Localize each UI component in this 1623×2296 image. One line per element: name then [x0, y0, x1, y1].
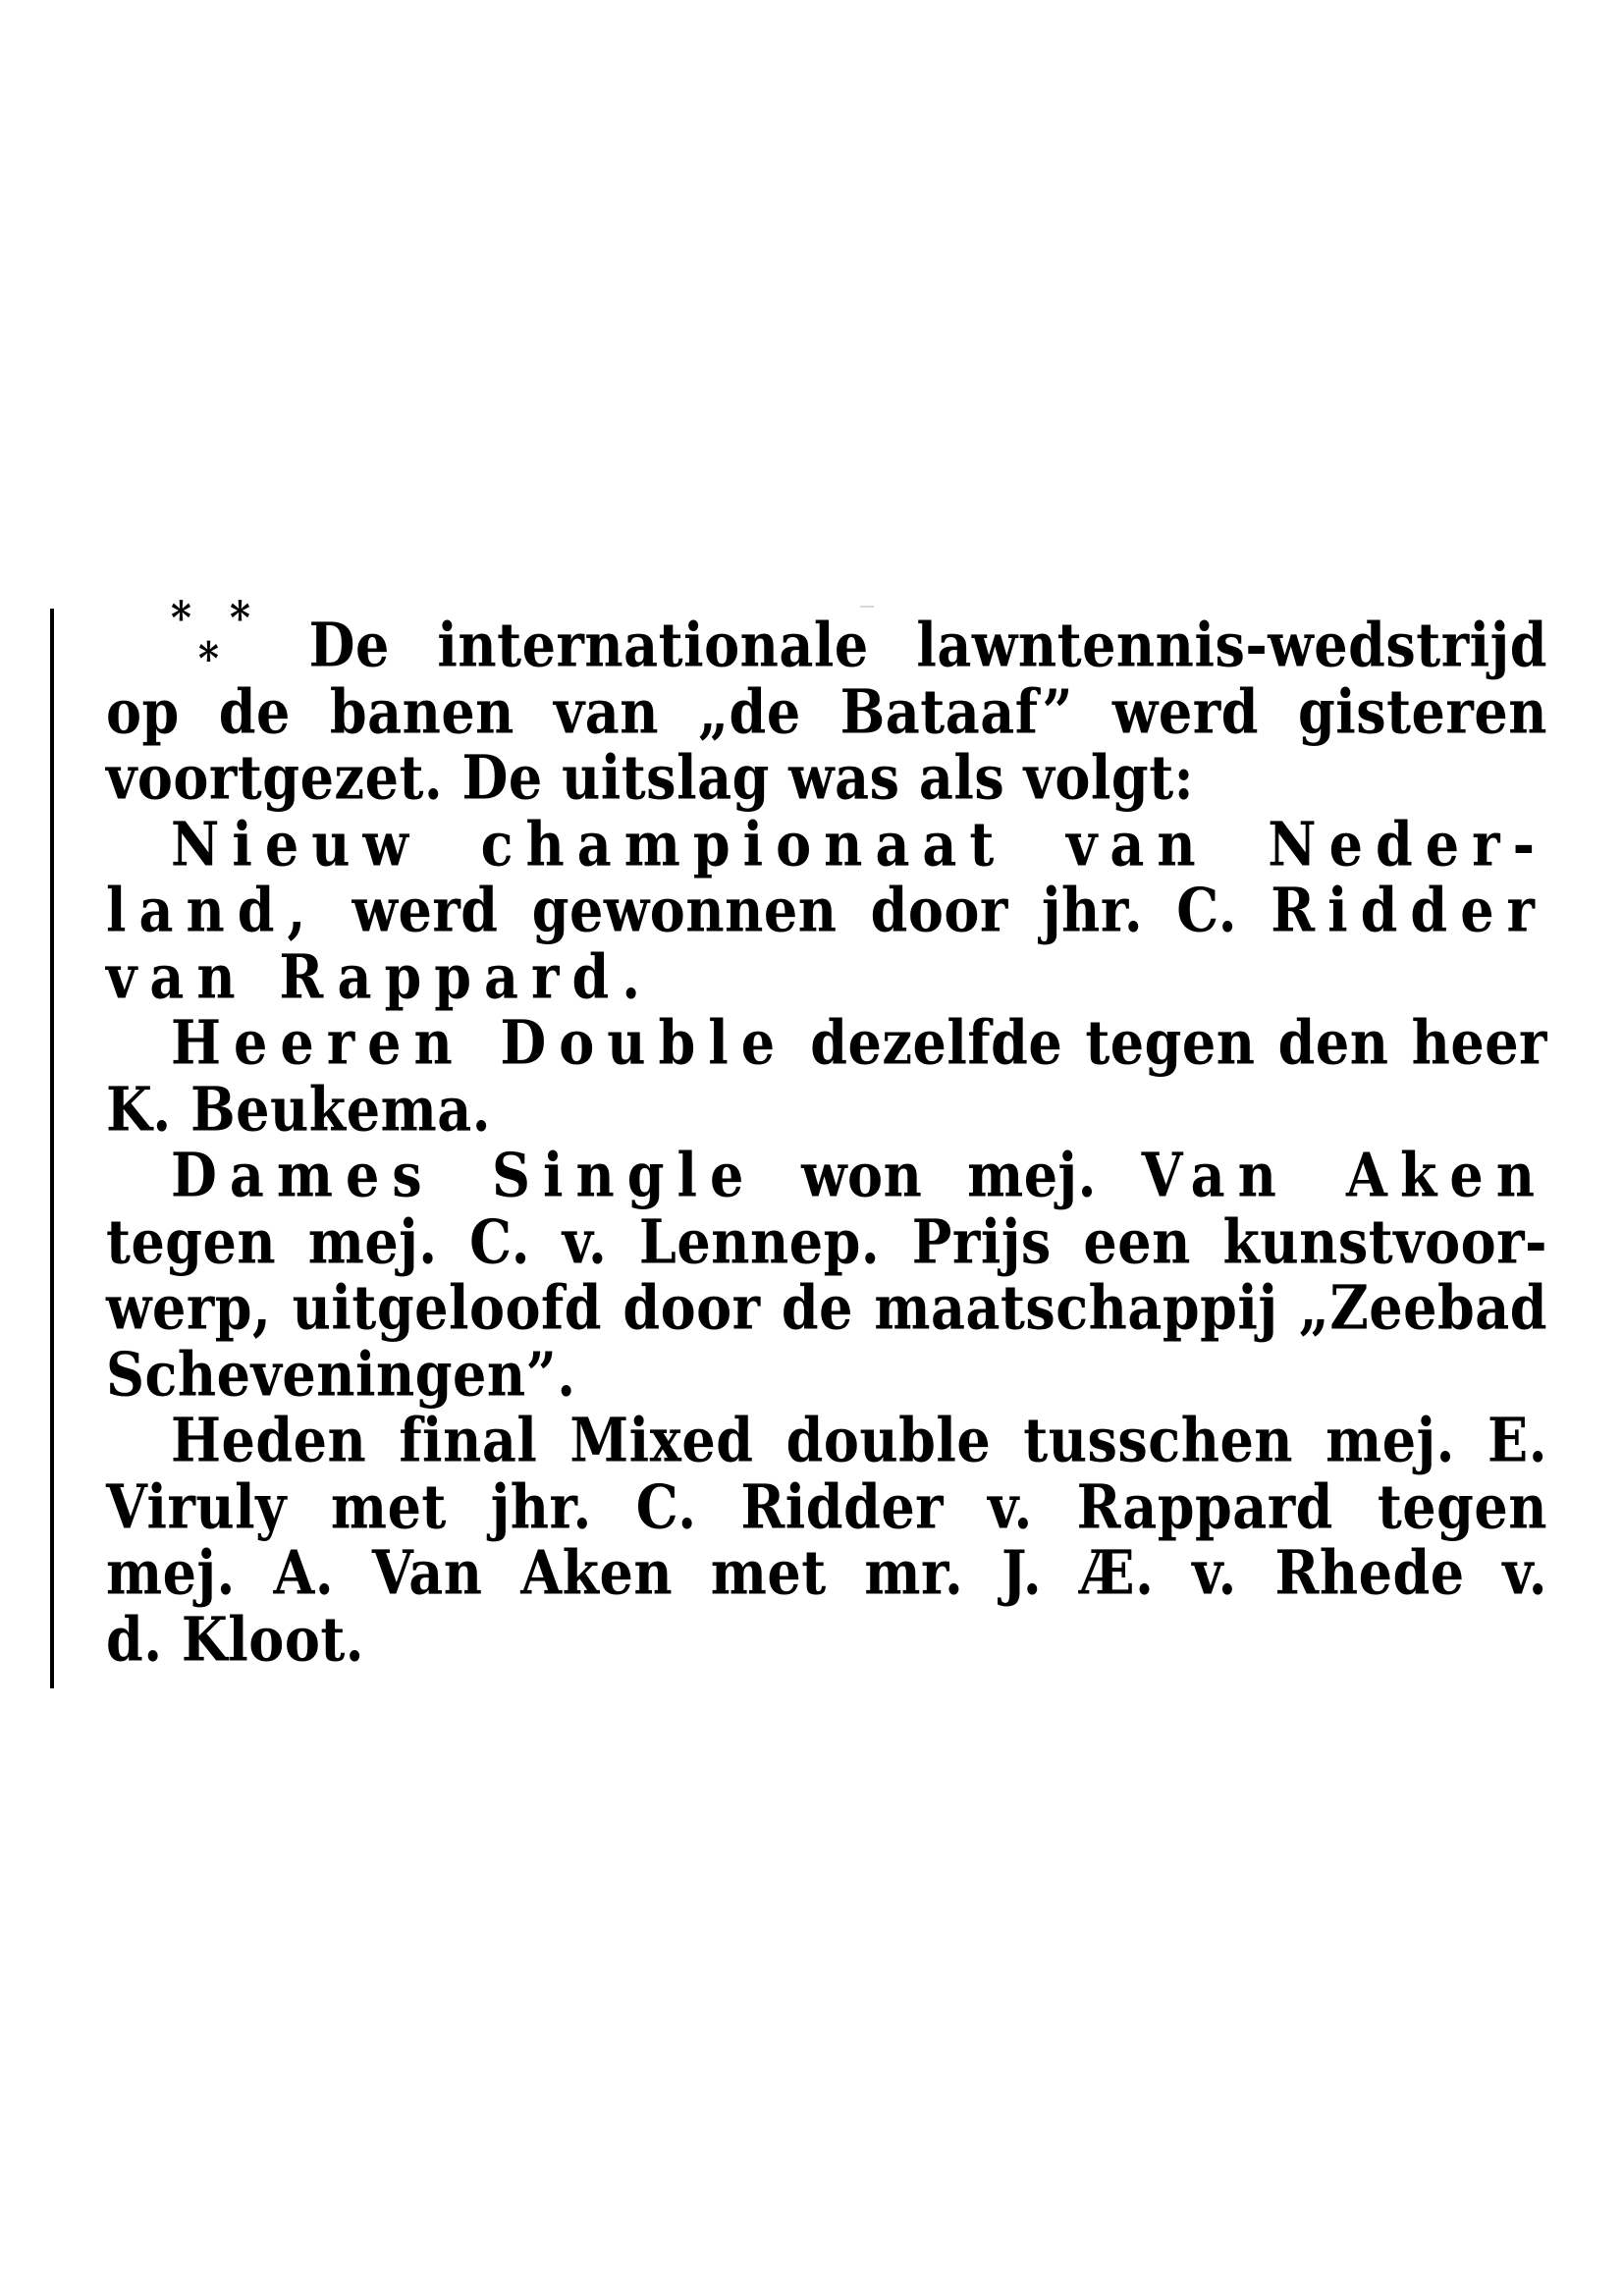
line-text: Heden final Mixed double tusschen mej. E.	[171, 1404, 1547, 1476]
text-line	[106, 1270, 1547, 1347]
line-text: dezelfde tegen den heer	[787, 1006, 1547, 1079]
text-line	[106, 1203, 1547, 1280]
asterism-icon: * * *	[171, 591, 251, 686]
text-line	[106, 938, 1547, 1015]
text-line	[106, 1403, 1547, 1479]
line-text: werp, uitgeloofd door de maatschappij „Zeebad	[106, 1271, 1547, 1344]
text-line	[106, 1535, 1547, 1612]
spaced-emphasis: van Rappard.	[106, 939, 654, 1013]
paragraph-intro	[106, 591, 1547, 814]
paragraph-championship	[106, 807, 1547, 1013]
spaced-emphasis: land,	[106, 874, 319, 946]
line-text: Viruly met jhr. C. Ridder v. Rappard tegen	[106, 1469, 1547, 1543]
text-line	[106, 1071, 1547, 1148]
spaced-emphasis: Nieuw championaat van Neder-	[171, 807, 1547, 881]
text-line	[106, 806, 1547, 882]
line-text: mej. A. Van Aken met mr. J. Æ. v. Rhede v.	[106, 1536, 1547, 1609]
line-text: werd gewonnen door jhr. C.	[318, 874, 1238, 946]
column-rule	[50, 609, 54, 1688]
text-line	[106, 1468, 1547, 1545]
text-line	[106, 1336, 1547, 1413]
paragraph-mixed-double	[106, 1404, 1547, 1676]
line-text: voortgezet. De uitslag was als volgt:	[106, 741, 1195, 814]
spaced-emphasis: Van Aken	[1141, 1139, 1547, 1211]
spaced-emphasis: Dames Single	[171, 1139, 757, 1211]
text-line	[106, 1138, 1547, 1214]
line-text: d. Kloot.	[106, 1602, 365, 1676]
line-text: won mej.	[756, 1139, 1097, 1211]
spaced-emphasis: Ridder	[1271, 874, 1547, 946]
paragraph-dames-single	[106, 1139, 1547, 1411]
line-text: Scheveningen”.	[106, 1337, 576, 1411]
text-line	[106, 740, 1547, 817]
text-line	[106, 591, 1547, 686]
paragraph-heeren-double	[106, 1006, 1547, 1146]
article-body	[106, 591, 1547, 1676]
text-line	[106, 873, 1547, 949]
text-line	[106, 1005, 1547, 1082]
text-line	[106, 1601, 1547, 1678]
line-text: op de banen van „de Bataaf” werd gisteren	[106, 674, 1547, 748]
line-text: tegen mej. C. v. Lennep. Prijs een kunstvoor-	[106, 1204, 1547, 1278]
text-line	[106, 673, 1547, 750]
spaced-emphasis: Heeren Double	[171, 1006, 788, 1079]
line-text: De internationale lawntennis-wedstrijd	[308, 609, 1547, 681]
line-text: K. Beukema.	[106, 1072, 491, 1146]
